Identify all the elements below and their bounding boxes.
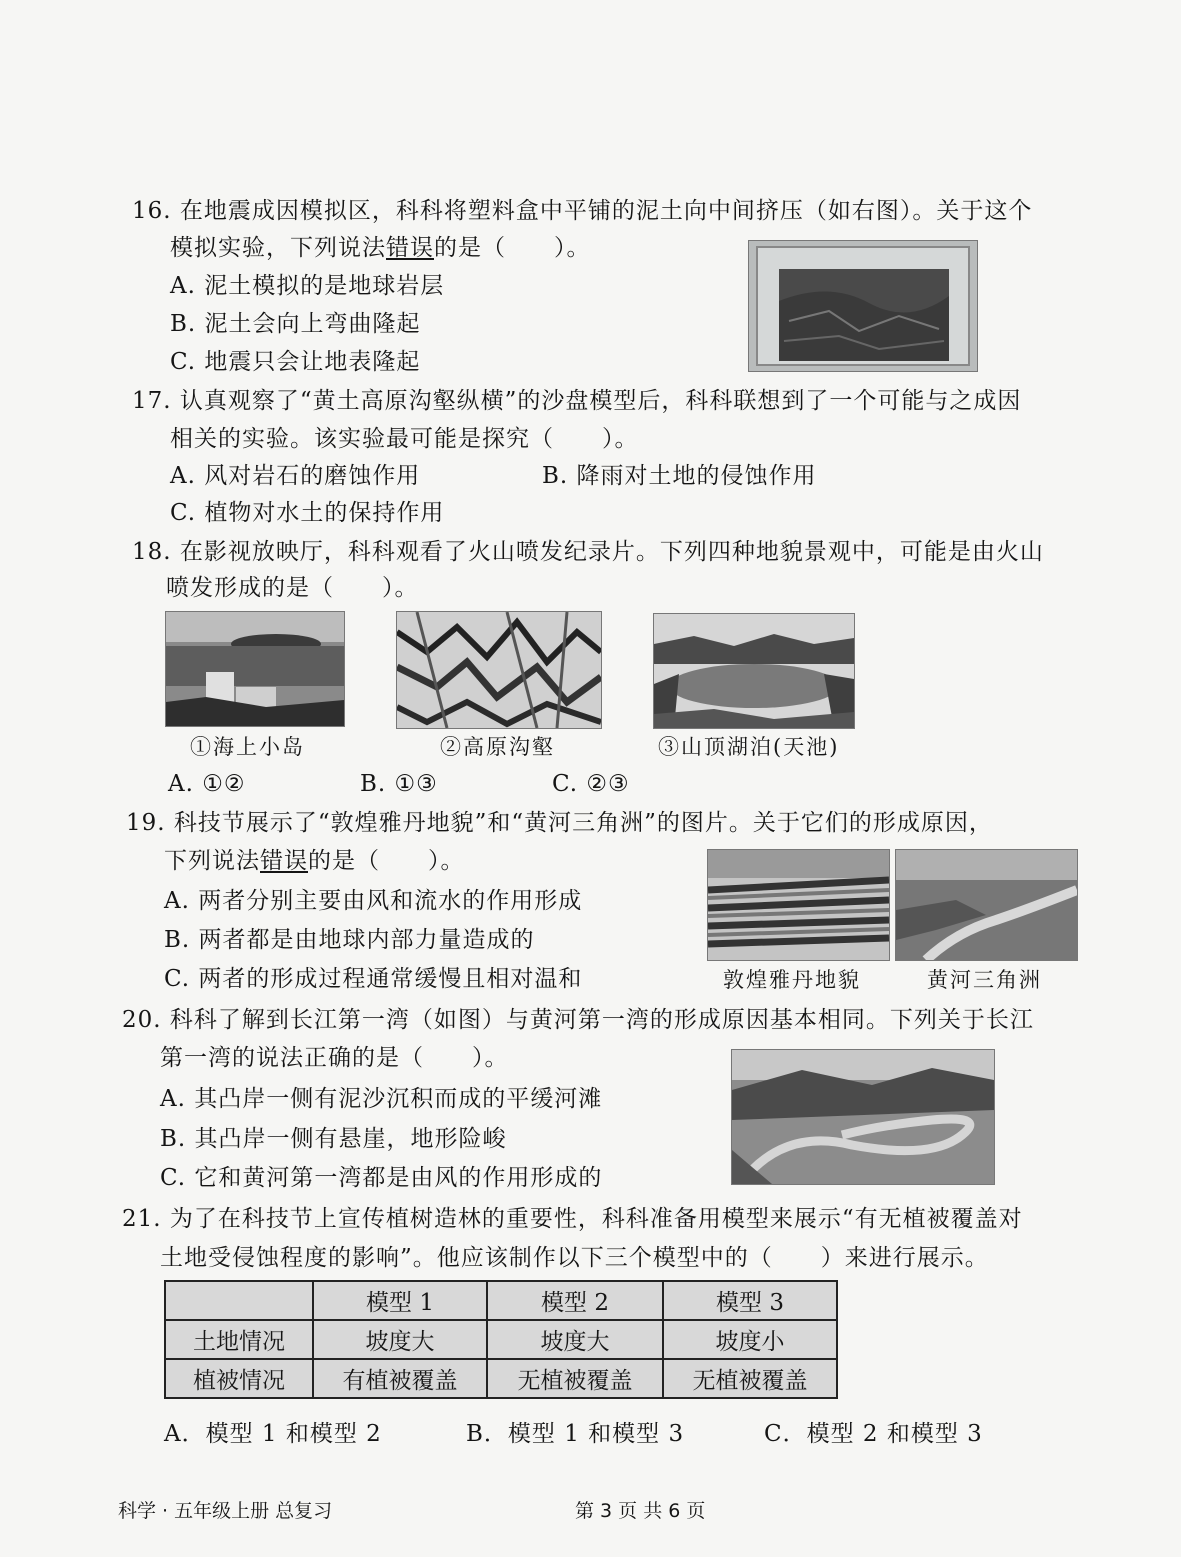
table-cell: 坡度大 — [313, 1320, 487, 1359]
q16-option-c: C. 地震只会让地表隆起 — [170, 349, 421, 375]
q21-option-c: C．模型 2 和模型 3 — [764, 1421, 983, 1447]
q19-option-b: B. 两者都是由地球内部力量造成的 — [164, 927, 535, 953]
table-row — [165, 1320, 837, 1359]
q16-emphasis: 错误 — [386, 235, 434, 261]
q17-stem-line1: 17. 认真观察了“黄土高原沟壑纵横”的沙盘模型后，科科联想到了一个可能与之成因 — [132, 388, 1022, 414]
q18-option-c: C. ②③ — [552, 771, 630, 797]
table-cell: 无植被覆盖 — [487, 1359, 663, 1398]
q16-soil-box-photo — [748, 240, 978, 372]
footer-subject: 科学 · 五年级上册 总复习 — [118, 1500, 333, 1522]
table-cell: 坡度小 — [663, 1320, 837, 1359]
table-cell: 无植被覆盖 — [663, 1359, 837, 1398]
model-comparison-table — [164, 1280, 838, 1399]
q19-option-c: C. 两者的形成过程通常缓慢且相对温和 — [164, 966, 583, 992]
q18-option-a: A. ①② — [168, 771, 246, 797]
q19-stem-line2 — [164, 846, 465, 876]
q16-stem-tail: 的是（ ）。 — [434, 235, 591, 261]
q20-stem-line2: 第一湾的说法正确的是（ ）。 — [160, 1045, 509, 1071]
q17-stem-line2: 相关的实验。该实验最可能是探究（ ）。 — [170, 426, 639, 452]
q19-caption-2: 黄河三角洲 — [927, 968, 1042, 992]
table-header-cell — [165, 1281, 313, 1320]
q17-option-a: A. 风对岩石的磨蚀作用 — [170, 463, 421, 489]
q17-option-c: C. 植物对水土的保持作用 — [170, 500, 445, 526]
q20-option-b: B. 其凸岸一侧有悬崖，地形险峻 — [160, 1126, 507, 1152]
q16-option-b: B. 泥土会向上弯曲隆起 — [170, 311, 421, 337]
yardang-photo — [707, 849, 890, 961]
q18-stem-line1: 18. 在影视放映厅，科科观看了火山喷发纪录片。下列四种地貌景观中，可能是由火山 — [132, 539, 1044, 565]
q21-stem-line2: 土地受侵蚀程度的影响”。他应该制作以下三个模型中的（ ）来进行展示。 — [160, 1245, 989, 1271]
q18-caption-3: ③山顶湖泊(天池) — [658, 735, 840, 759]
footer-page-number: 第 3 页 共 6 页 — [575, 1500, 706, 1522]
q20-option-a: A. 其凸岸一侧有泥沙沉积而成的平缓河滩 — [160, 1086, 603, 1112]
table-header-row — [165, 1281, 837, 1320]
q19-stem-tail: 的是（ ）。 — [308, 848, 465, 874]
q19-caption-1: 敦煌雅丹地貌 — [723, 968, 861, 992]
table-row — [165, 1359, 837, 1398]
q21-option-a: A．模型 1 和模型 2 — [164, 1421, 382, 1447]
yangtze-first-bend-photo — [731, 1049, 995, 1185]
island-photo — [165, 611, 345, 727]
table-header-cell: 模型 3 — [663, 1281, 837, 1320]
q21-stem-line1: 21. 为了在科技节上宣传植树造林的重要性，科科准备用模型来展示“有无植被覆盖对 — [122, 1206, 1023, 1232]
yellow-river-delta-photo — [895, 849, 1078, 961]
q16-stem-text: 模拟实验，下列说法 — [170, 235, 386, 261]
table-cell: 有植被覆盖 — [313, 1359, 487, 1398]
q19-stem-line1: 19. 科技节展示了“敦煌雅丹地貌”和“黄河三角洲”的图片。关于它们的形成原因， — [126, 810, 993, 836]
q18-caption-2: ②高原沟壑 — [440, 735, 555, 759]
q16-stem-line2 — [170, 233, 591, 263]
q16-option-a: A. 泥土模拟的是地球岩层 — [170, 273, 445, 299]
q19-stem-text: 下列说法 — [164, 848, 260, 874]
gully-plateau-photo — [396, 611, 602, 729]
q20-stem-line1: 20. 科科了解到长江第一湾（如图）与黄河第一湾的形成原因基本相同。下列关于长江 — [122, 1007, 1034, 1033]
table-cell: 植被情况 — [165, 1359, 313, 1398]
q19-option-a: A. 两者分别主要由风和流水的作用形成 — [164, 888, 583, 914]
q17-option-b: B. 降雨对土地的侵蚀作用 — [542, 463, 817, 489]
table-header-cell: 模型 1 — [313, 1281, 487, 1320]
table-cell: 坡度大 — [487, 1320, 663, 1359]
q18-caption-1: ①海上小岛 — [190, 735, 305, 759]
table-header-cell: 模型 2 — [487, 1281, 663, 1320]
q19-emphasis: 错误 — [260, 848, 308, 874]
q18-option-b: B. ①③ — [360, 771, 438, 797]
q16-stem-line1: 16. 在地震成因模拟区，科科将塑料盒中平铺的泥土向中间挤压（如右图）。关于这个 — [132, 198, 1033, 224]
mountain-lake-photo — [653, 613, 855, 729]
q21-option-b: B．模型 1 和模型 3 — [466, 1421, 685, 1447]
table-cell: 土地情况 — [165, 1320, 313, 1359]
q18-stem-line2: 喷发形成的是（ ）。 — [166, 575, 419, 601]
q20-option-c: C. 它和黄河第一湾都是由风的作用形成的 — [160, 1165, 603, 1191]
